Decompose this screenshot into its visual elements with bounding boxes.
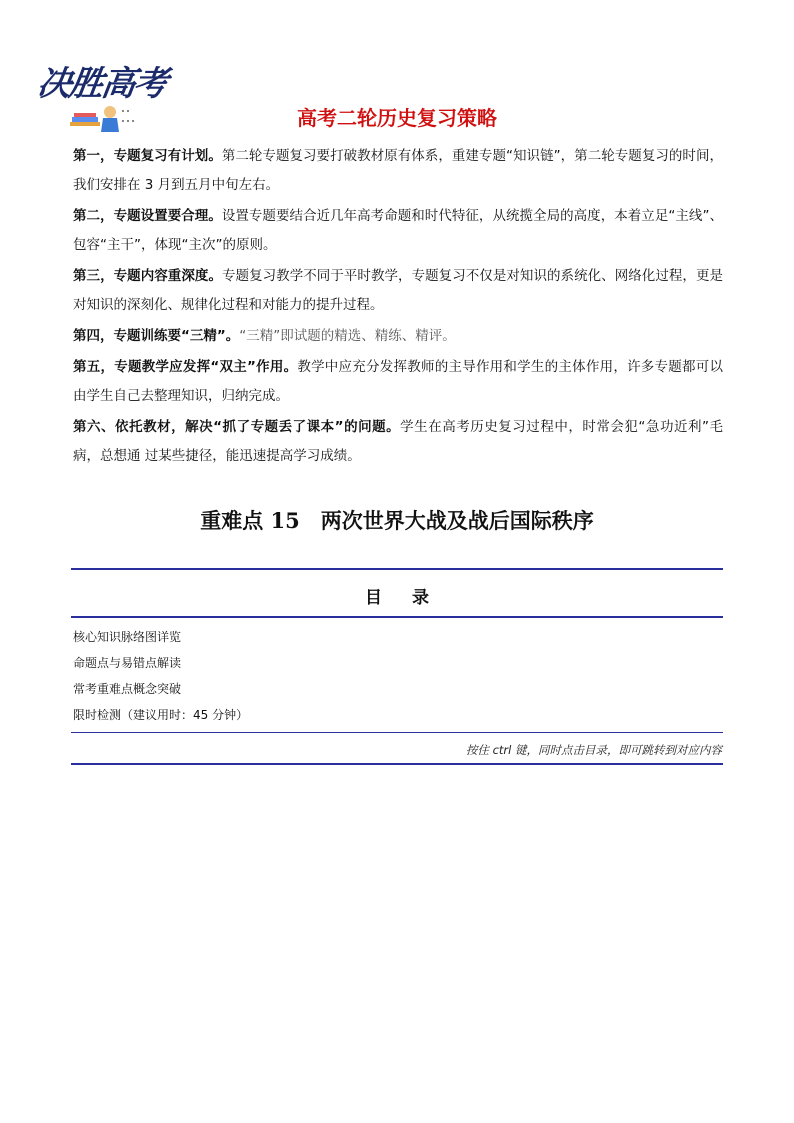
page-title: 高考二轮历史复习策略	[297, 106, 497, 130]
strategy-sep: 。	[283, 359, 298, 375]
toc-heading-char: 目	[365, 588, 382, 608]
strategy-paragraph-5	[73, 353, 723, 411]
strategy-body: 教学中应充分发挥教师的主导作用和学生的主体作用，许多专题都可以由学生自己去整理知识，归纳完成。	[73, 359, 724, 404]
strategy-sep: 。	[208, 268, 222, 284]
toc-item-knowledge-map[interactable]: 核心知识脉络图详览	[73, 630, 182, 644]
strategy-lead: 第一，专题复习有计划	[73, 148, 209, 164]
toc-top-rule	[71, 568, 723, 570]
strategy-lead: 第六、依托教材，解决“抓了专题丢了课本”的问题	[73, 419, 387, 435]
strategy-lead: 第五，专题教学应发挥“双主”作用	[73, 359, 284, 375]
strategy-sep: 。	[208, 148, 222, 164]
strategy-sep: 。	[225, 328, 240, 344]
toc-item-timed-test[interactable]: 限时检测（建议用时：45 分钟）	[73, 708, 249, 722]
strategy-sep: 。	[386, 419, 401, 435]
strategy-lead: 第三，专题内容重深度	[73, 268, 209, 284]
toc-end-rule	[71, 763, 723, 765]
toc-heading	[0, 583, 794, 608]
strategy-sep: 。	[208, 208, 222, 224]
strategy-section	[73, 142, 723, 473]
toc-list	[73, 624, 248, 728]
strategy-paragraph-3	[73, 262, 723, 320]
strategy-body: 第二轮专题复习要打破教材原有体系，重建专题“知识链”，第二轮专题复习的时间，我们安排在 3 月到五月中旬左右。	[73, 148, 723, 193]
strategy-lead: 第二，专题设置要合理	[73, 208, 209, 224]
toc-item-exam-points[interactable]: 命题点与易错点解读	[73, 656, 182, 670]
toc-item-key-concepts[interactable]: 常考重难点概念突破	[73, 682, 182, 696]
strategy-paragraph-6	[73, 413, 723, 471]
strategy-body: 专题复习教学不同于平时教学，专题复习不仅是对知识的系统化、网络化过程，更是对知识的深刻化、规律化过程和对能力的提升过程。	[73, 268, 724, 313]
strategy-lead: 第四，专题训练要“三精”	[73, 328, 226, 344]
toc-bottom-rule	[71, 732, 723, 733]
strategy-body: “三精”即试题的精选、精练、精评。	[239, 328, 456, 344]
strategy-paragraph-2	[73, 202, 723, 260]
strategy-paragraph-1	[73, 142, 723, 200]
strategy-paragraph-4	[73, 322, 723, 351]
strategy-body: 学生在高考历史复习过程中，时常会犯“急功近利”毛病，总想通 过某些捷径，能迅速提高学习成绩。	[73, 419, 724, 464]
toc-hint: 按住 ctrl 键，同时点击目录，即可跳转到对应内容	[465, 743, 722, 757]
logo-text: 决胜高考	[34, 64, 169, 104]
strategy-body: 设置专题要结合近几年高考命题和时代特征，从统揽全局的高度，本着立足“主线”、包容“主干”，体现“主次”的原则。	[73, 208, 723, 253]
topic-title: 重难点 15 两次世界大战及战后国际秩序	[200, 508, 594, 533]
toc-heading-rule	[71, 616, 723, 618]
toc-heading-char: 录	[412, 588, 429, 608]
